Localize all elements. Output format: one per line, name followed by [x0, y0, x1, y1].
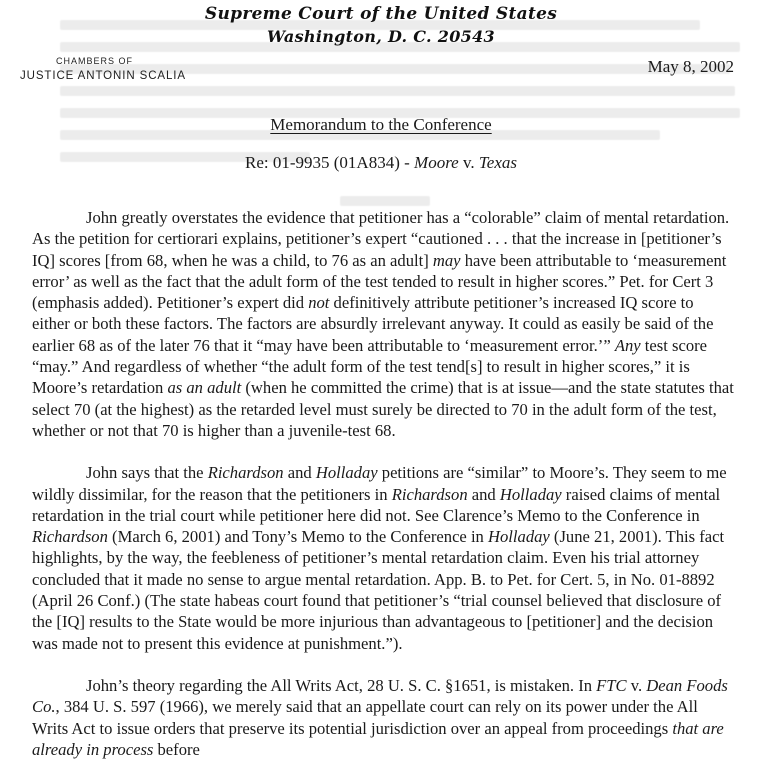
- re-case-party-a: Moore: [414, 153, 459, 172]
- body-text: (when he committed the crime) that is at issue—and the state statutes that select 70 (at the highest) as the retarded level must surely be directed to 70 in the adult form of the test, whether or not that 70 is higher than a juvenile-test 68.: [32, 378, 734, 440]
- emphasis-text: Holladay: [315, 463, 378, 483]
- emphasis-text: may: [432, 250, 461, 270]
- emphasis-text: Richardson: [207, 463, 284, 483]
- re-prefix: Re: 01-9935 (01A834) -: [245, 153, 415, 172]
- body-paragraph: [32, 462, 734, 654]
- re-case-party-b: Texas: [478, 153, 517, 172]
- body-paragraph: [32, 207, 734, 441]
- body-text: have been attributable to ‘measurement error’ as well as the fact that the adult form of the test tended to result in higher scores.” Pet. for Cert 3 (emphasis added). Petitioner’s expert did: [32, 250, 727, 313]
- emphasis-text: Holladay: [488, 527, 550, 547]
- memo-date: May 8, 2002: [647, 57, 734, 76]
- re-case-versus: v.: [458, 153, 479, 172]
- body-text: v.: [626, 675, 647, 695]
- body-paragraph: [32, 675, 734, 760]
- body-text: John’s theory regarding the All Writs Act, 28 U. S. C. §1651, is mistaken. In: [86, 675, 597, 695]
- body-text: test score “may.” And regardless of whether “the adult form of the test tend[s] to result in higher scores,” it is Moore’s retardation: [32, 335, 708, 398]
- chambers-of-label: CHAMBERS OF: [56, 56, 134, 66]
- emphasis-text: Richardson: [32, 527, 108, 547]
- re-line: [0, 153, 762, 173]
- emphasis-text: Richardson: [391, 484, 468, 504]
- body-text: (March 6, 2001) and Tony’s Memo to the Conference in: [107, 527, 489, 547]
- emphasis-text: as an adult: [167, 378, 242, 398]
- emphasis-text: FTC: [596, 675, 627, 695]
- emphasis-text: not: [308, 293, 330, 313]
- body-text: raised claims of mental retardation in the trial court while petitioner here did not. See Clarence’s Memo to the Conference in: [32, 484, 721, 525]
- body-text: John says that the: [86, 463, 208, 483]
- body-text: petitions are “similar” to Moore’s. They seem to me wildly dissimilar, for the reason that the petitioners in: [32, 463, 727, 504]
- body-text: John greatly overstates the evidence that petitioner has a “colorable” claim of mental retardation. As the petition for certiorari explains, petitioner’s expert “cautioned . . . that the increase in [petitioner’s IQ] scores [from 68, when he was a child, to 76 as an adult]: [32, 208, 730, 270]
- memo-title: Memorandum to the Conference: [270, 115, 492, 134]
- memo-body: [32, 207, 734, 770]
- court-address: Washington, D. C. 20543: [267, 27, 495, 46]
- body-text: and: [283, 463, 316, 483]
- emphasis-text: that are already in process: [32, 718, 724, 759]
- body-text: and: [467, 484, 500, 504]
- letterhead: [0, 0, 762, 60]
- court-name: Supreme Court of the United States: [204, 4, 558, 24]
- emphasis-text: Dean Foods Co.: [32, 675, 728, 717]
- body-text: , 384 U. S. 597 (1966), we merely said that an appellate court can rely on its power under the All Writs Act to issue orders that preserve its potential jurisdiction over an appeal from proceedings: [32, 697, 698, 738]
- body-text: before: [153, 739, 200, 759]
- body-text: (June 21, 2001). This fact highlights, by the way, the feebleness of petitioner’s mental retardation claim. Even his trial attorney concluded that it made no sense to argue mental retardation. App. B. to Pet. for Cert. 5, in No. 01-8892 (April 26 Conf.) (The state habeas court found that petitioner’s “trial counsel believed that disclosure of the [IQ] results to the State would be more injurious than advantageous to [petitioner] and the decision was made not to present this evidence at punishment.”).: [32, 527, 725, 653]
- emphasis-text: Any: [614, 335, 641, 355]
- justice-name: JUSTICE ANTONIN SCALIA: [20, 70, 186, 82]
- emphasis-text: Holladay: [499, 484, 562, 504]
- body-text: definitively attribute petitioner’s increased IQ score to either or both these factors. The factors are absurdly irrelevant anyway. It could as easily be said of the earlier 68 as of the later 76 that it “may have been attributable to ‘measurement error.’”: [32, 293, 714, 355]
